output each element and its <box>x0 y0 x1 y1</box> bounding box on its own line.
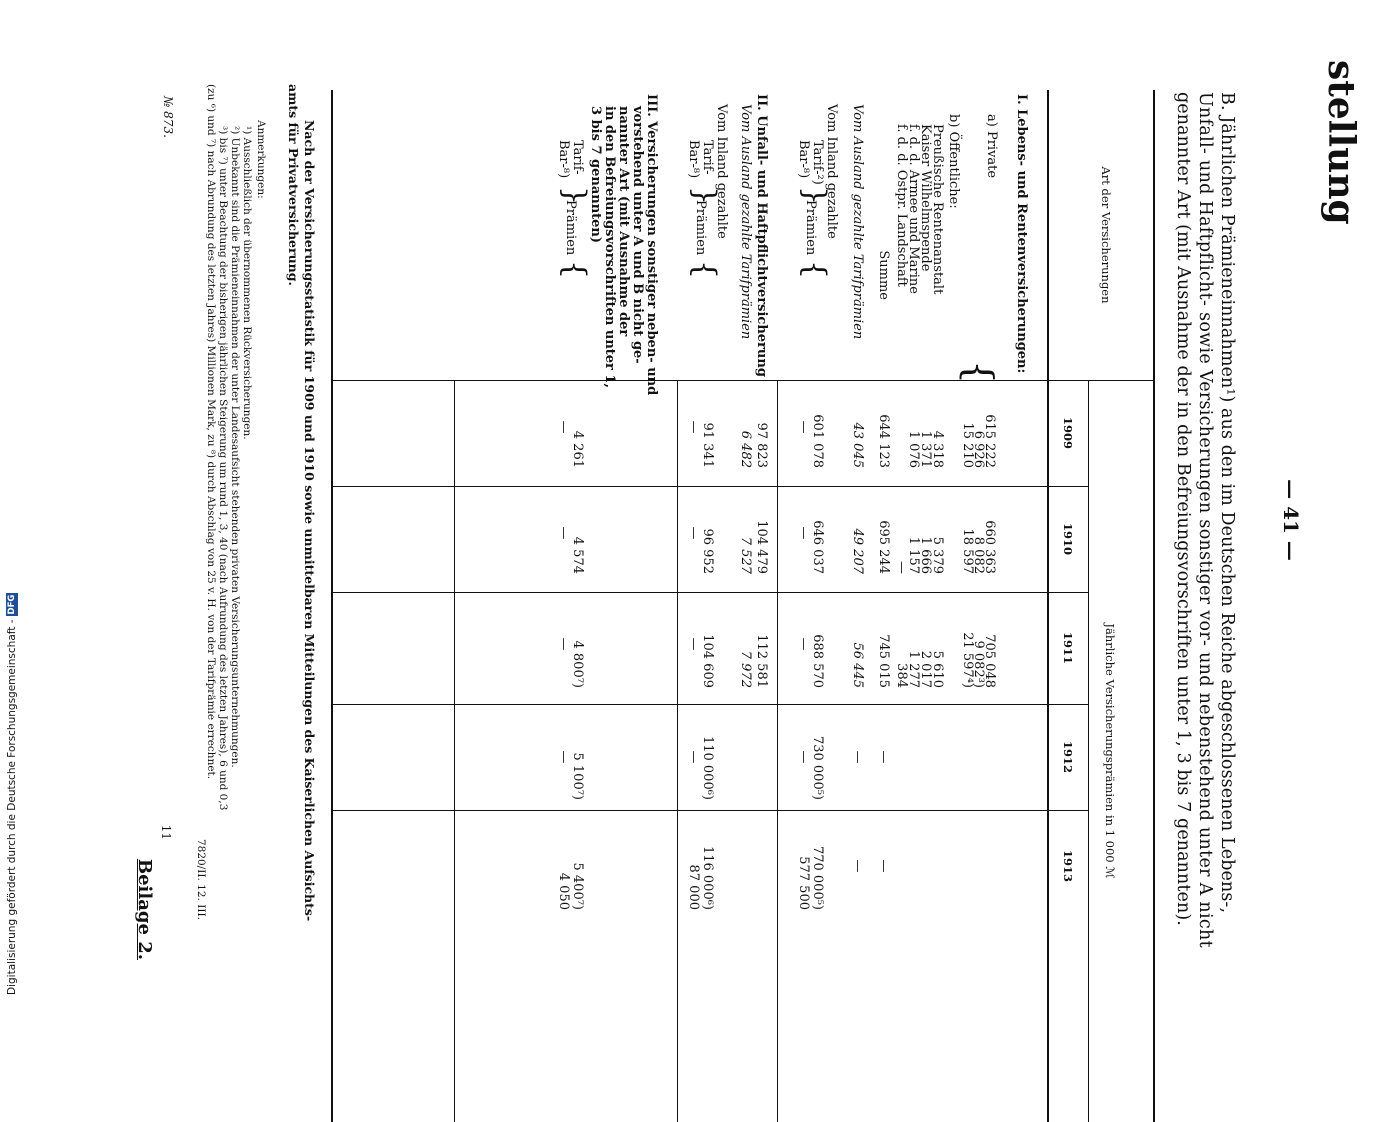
print-code: 7820/II. 12. III. <box>195 838 207 920</box>
section2-value: 97 823 <box>754 422 769 468</box>
private-1910-b: 8 082 <box>971 536 986 574</box>
praemien-brace: { <box>557 260 592 280</box>
inland3-bar-value: 4 050 <box>556 872 571 910</box>
praemien1-label: Prämien <box>803 200 818 256</box>
inland3-tarif-value: 4 574 <box>570 536 585 574</box>
ausland2-label: Vom Ausland gezahlte Tarifprämien <box>738 104 753 340</box>
inland3-tarif-value: 4 261 <box>570 430 585 468</box>
public-row-label: f. d. d. Ostpr. Landschaft <box>894 124 909 287</box>
table-heading-line1: B. Jährlichen Prämieneinnahmen¹) aus den im Deutschen Reiche abgeschlossenen Lebens-, <box>1217 92 1237 914</box>
tarif3-label: Tarif- <box>570 140 585 175</box>
tarif-bar-brace: } <box>687 186 722 206</box>
inland3-tarif-value: 4 800⁷) <box>570 640 585 688</box>
section2-title: II. Unfall- und Haftpflichtversicherung <box>754 94 769 377</box>
summe-value: 644 123 <box>876 414 891 468</box>
ausland1-value: 56 445 <box>850 642 865 688</box>
public-label: b) Öffentliche: <box>946 114 961 209</box>
source-note-line2: amts für Privatversicherung. <box>286 84 301 286</box>
section3-title-line: nannter Art (mit Ausnahme der <box>616 106 631 337</box>
sheet-number: 11 <box>159 824 173 840</box>
public-value: 2 017 <box>918 650 933 688</box>
footnote: (zu ⁶) und ⁷) nach Abrundung des letzten Jahres) Millionen Mark, zu ⁸) durch Abschlag von 25 v. H. von der Tarifprämie errechnet. <box>205 84 217 780</box>
public-row-label: Preußische Rentenanstalt <box>930 124 945 295</box>
inland3-bar-value: — <box>556 420 571 434</box>
summe-label: Summe <box>876 250 891 300</box>
public-value: 1 277 <box>906 650 921 688</box>
inland2-bar-value: — <box>686 526 701 540</box>
inland1-bar-value: — <box>796 526 811 540</box>
year-1911: 1911 <box>1061 631 1075 664</box>
inland1-label: Vom Inland gezahlte <box>824 104 839 239</box>
inland2-tarif-value: 96 952 <box>700 528 715 574</box>
inland1-tarif-value: 688 570 <box>810 634 825 688</box>
section1-title: I. Lebens- und Rentenversicherungen: <box>1014 94 1029 374</box>
inland1-tarif-value: 601 078 <box>810 414 825 468</box>
inland1-tarif-value: 730 000⁵) <box>810 735 825 800</box>
bar3-label: Bar-⁸) <box>556 140 571 179</box>
inland3-tarif-value: 5 100⁷) <box>570 752 585 800</box>
inland2-tarif-value: 91 341 <box>700 422 715 468</box>
section2-value: 104 479 <box>754 520 769 574</box>
ausland2-value: 7 527 <box>738 536 753 574</box>
ausland1-value: 43 045 <box>850 422 865 468</box>
footnotes-heading: Anmerkungen: <box>255 120 267 199</box>
inland1-tarif-value: 646 037 <box>810 520 825 574</box>
premium-header-rule <box>1088 380 1089 1122</box>
ausland2-value: 6 482 <box>738 430 753 468</box>
year-1910: 1910 <box>1061 522 1075 555</box>
tarif-bar-brace: } <box>797 186 832 206</box>
private-1911-b: 9 082³) <box>971 640 986 688</box>
public-value: 5 610 <box>930 650 945 688</box>
ausland1-value: — <box>850 859 865 873</box>
page-number: — 41 — <box>1279 479 1303 561</box>
inland3-tarif-value: 5 400⁷) <box>570 862 585 910</box>
inland3-bar-value: — <box>556 637 571 651</box>
tarif1-label: Tarif-²) <box>810 140 825 185</box>
footnote: ²) Unbekannt sind die Prämieneinnahmen der unter Landesaufsicht stehenden privaten Versicherungsunternehmungen. <box>229 126 241 768</box>
year-1913: 1913 <box>1061 849 1075 882</box>
summe-value: — <box>876 859 891 873</box>
ausland1-label: Vom Ausland gezahlte Tarifprämien <box>850 104 865 340</box>
praemien2-label: Prämien <box>693 200 708 256</box>
tarif2-label: Tarif- <box>700 140 715 175</box>
premium-header: Jährliche Versicherungsprämien in 1 000 ℳ <box>1103 623 1117 879</box>
inland3-bar-value: — <box>556 526 571 540</box>
year-1912: 1912 <box>1061 740 1075 773</box>
private-1909-a: 615 222 <box>982 414 997 468</box>
title-fragment: stellung <box>1320 60 1362 225</box>
ausland1-value: 49 207 <box>850 528 865 574</box>
footnote: ¹) Ausschließlich der übernommenen Rückversicherungen. <box>241 126 253 440</box>
table-heading-line2: Unfall- und Haftpflicht- sowie Versicherungen sonstiger vor- und nebenstehend unter A nicht <box>1195 92 1215 948</box>
inland3-bar-value: — <box>556 750 571 764</box>
summe-value: 695 244 <box>876 520 891 574</box>
section2-value: 112 581 <box>754 634 769 688</box>
public-row-label: Kaiser Wilhelmspende <box>918 124 933 272</box>
table-heading-line3: genannter Art (mit Ausnahme der in den Befreiungsvorschriften unter 1, 3 bis 7 genannten). <box>1173 92 1193 926</box>
tarif-bar-brace: } <box>557 186 592 206</box>
dfg-stamp-text: Digitalisierung gefördert durch die Deutsche Forschungsgemeinschaft - <box>6 619 18 995</box>
public-value: 4 318 <box>930 430 945 468</box>
summe-value: — <box>876 750 891 764</box>
col-divider-1 <box>333 486 1089 487</box>
inland2-bar-value: — <box>686 420 701 434</box>
inland1-tarif-value: 770 000⁵) <box>810 845 825 910</box>
public-value: 384 <box>894 663 909 688</box>
table-top-rule <box>1153 90 1155 1122</box>
section2-rule <box>677 380 678 1122</box>
private-1910-a: 660 363 <box>982 520 997 574</box>
public-value: 1 666 <box>918 536 933 574</box>
section3-rule <box>454 380 455 1122</box>
public-value: 1 371 <box>918 430 933 468</box>
document-number: № 873. <box>161 96 175 138</box>
bar2-label: Bar-⁸) <box>686 140 701 179</box>
private-1911-c: 21 597⁴) <box>960 632 975 688</box>
footnote: ³) bis ⁷) unter Beachtung der bisherigen jährlichen Steigerung um rund 1, 3, 40 (nach Aufrundung des letzten Jahres), 6 und 0,3 <box>217 126 229 811</box>
col-header-label: Art der Versicherungen <box>1099 166 1113 304</box>
table-bottom-rule <box>331 90 333 1122</box>
private-1910-c: 18 597 <box>960 528 975 574</box>
section3-title-line: vorstehend unter A und B nicht ge- <box>630 106 645 364</box>
inland2-tarif-value: 110 000⁶) <box>700 735 715 800</box>
section3-title-line: 3 bis 7 genannten) <box>588 106 603 244</box>
public-row-label: f. d. d. Armee und Marine <box>906 124 921 294</box>
praemien-brace: { <box>797 260 832 280</box>
public-value: 1 076 <box>906 430 921 468</box>
praemien-brace: { <box>687 260 722 280</box>
inland1-bar-value: — <box>796 420 811 434</box>
praemien3-label: Prämien <box>563 200 578 256</box>
inland2-bar-value: 87 000 <box>686 864 701 910</box>
private-brace: { <box>957 360 1001 385</box>
ausland2-value: 7 972 <box>738 650 753 688</box>
private-1911-a: 705 048 <box>982 634 997 688</box>
section3-title-line: in den Befreiungsvorschriften unter 1, <box>602 106 617 388</box>
summe-value: 745 015 <box>876 634 891 688</box>
dfg-stamp <box>2 295 22 995</box>
appendix-label: Beilage 2. <box>134 858 155 960</box>
summe-rule <box>777 380 778 1122</box>
inland2-tarif-value: 104 609 <box>700 634 715 688</box>
public-value: 5 379 <box>930 536 945 574</box>
header-bottom-rule <box>1047 90 1049 1122</box>
section3-title-line: III. Versicherungen sonstiger neben- und <box>644 94 659 396</box>
ausland1-value: — <box>850 750 865 764</box>
inland2-label: Vom Inland gezahlte <box>714 104 729 239</box>
source-note-line1: Nach der Versicherungsstatistik für 1909 und 1910 sowie unmittelbaren Mitteilungen des Kaiserlichen Aufsichts- <box>302 120 317 922</box>
inland2-tarif-value: 116 000⁶) <box>700 845 715 910</box>
col-divider-label <box>333 380 1153 381</box>
private-1909-b: 6 926 <box>971 430 986 468</box>
public-value: 1 157 <box>906 536 921 574</box>
inland1-bar-value: — <box>796 637 811 651</box>
inland2-bar-value: — <box>686 750 701 764</box>
year-1909: 1909 <box>1061 416 1075 449</box>
inland1-bar-value: — <box>796 750 811 764</box>
col-divider-2 <box>333 592 1089 593</box>
private-1909-c: 15 210 <box>960 422 975 468</box>
private-label: a) Private <box>984 114 999 179</box>
inland2-bar-value: — <box>686 637 701 651</box>
inland1-bar-value: 577 500 <box>796 856 811 910</box>
public-value: — <box>894 561 909 574</box>
bar1-label: Bar-⁸) <box>796 140 811 179</box>
dfg-logo: DFG <box>7 594 17 615</box>
